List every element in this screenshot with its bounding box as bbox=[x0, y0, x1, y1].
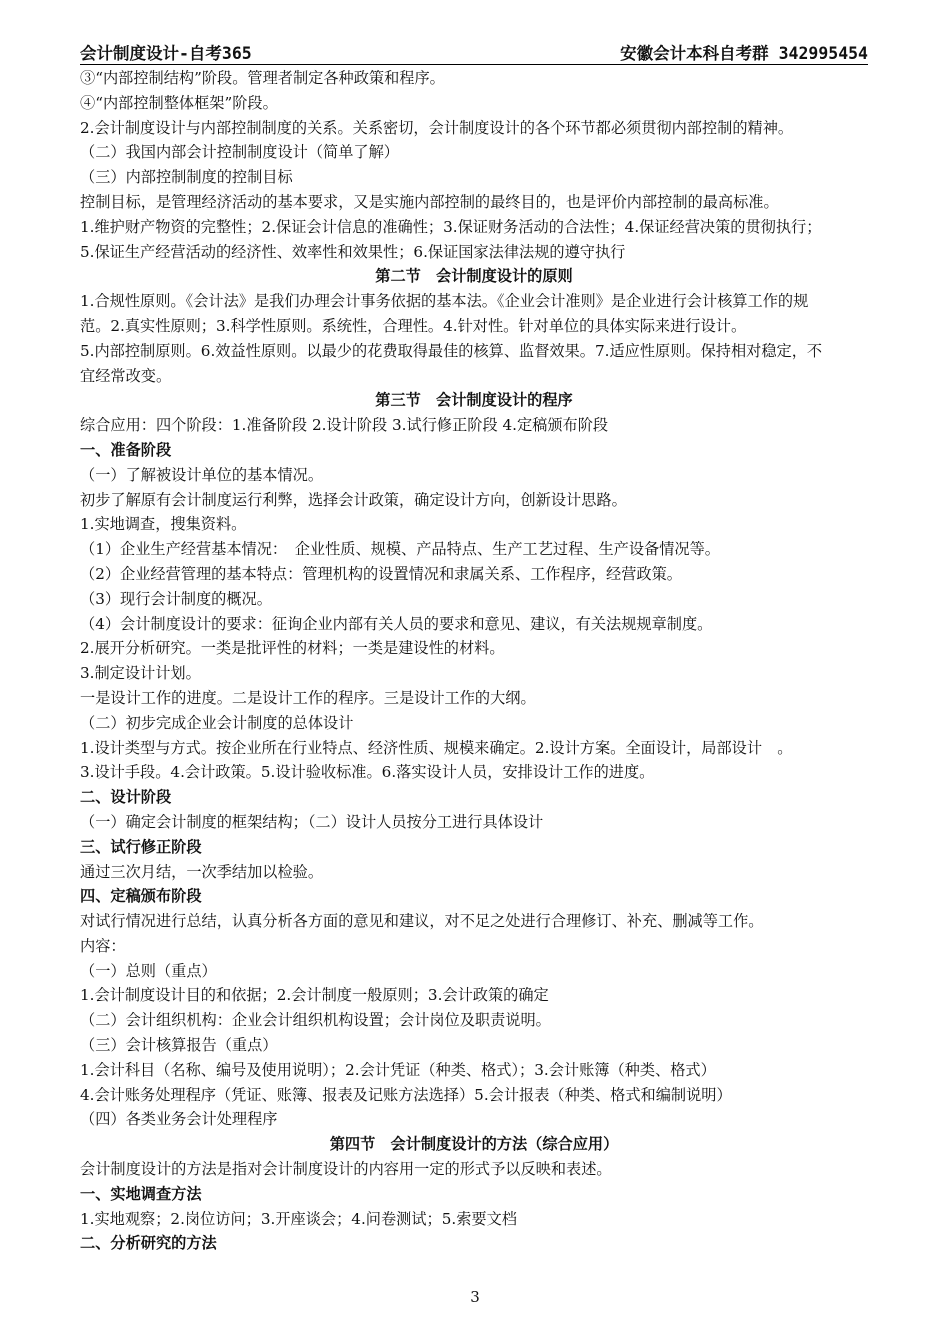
text-line: 一是设计工作的进度。二是设计工作的程序。三是设计工作的大纲。 bbox=[80, 688, 536, 707]
text-line: （一）了解被设计单位的基本情况。 bbox=[80, 465, 323, 484]
subsection-heading: 一、实地调查方法 bbox=[80, 1184, 202, 1203]
text-line: 1.会计科目（名称、编号及使用说明）；2.会计凭证（种类、格式）；3.会计账簿（种类、格式） bbox=[80, 1060, 716, 1079]
subsection-heading: 二、分析研究的方法 bbox=[80, 1234, 217, 1253]
text-line: ④“内部控制整体框架”阶段。 bbox=[80, 93, 278, 112]
subsection-heading: 三、试行修正阶段 bbox=[80, 837, 202, 856]
text-line: （2）企业经营管理的基本特点：管理机构的设置情况和隶属关系、工作程序，经营政策。 bbox=[80, 564, 682, 583]
text-line: 会计制度设计的方法是指对会计制度设计的内容用一定的形式予以反映和表述。 bbox=[80, 1160, 612, 1179]
text-line: ③“内部控制结构”阶段。管理者制定各种政策和程序。 bbox=[80, 69, 445, 87]
subsection-heading: 一、准备阶段 bbox=[80, 440, 172, 459]
text-line: 2.展开分析研究。一类是批评性的材料；一类是建设性的材料。 bbox=[80, 639, 505, 658]
section-title: 第三节 会计制度设计的程序 bbox=[375, 391, 573, 410]
text-line: 3.制定设计计划。 bbox=[80, 664, 201, 683]
section-title: 第四节 会计制度设计的方法（综合应用） bbox=[329, 1135, 619, 1154]
header-title: 会计制度设计-自考365 bbox=[80, 44, 252, 63]
text-line: 1.实地观察；2.岗位访问；3.开座谈会；4.问卷测试；5.索要文档 bbox=[80, 1209, 517, 1228]
text-line: （三）内部控制制度的控制目标 bbox=[80, 168, 293, 187]
text-line: 5.保证生产经营活动的经济性、效率性和效果性；6.保证国家法律法规的遵守执行 bbox=[80, 242, 626, 261]
text-line: 对试行情况进行总结，认真分析各方面的意见和建议，对不足之处进行合理修订、补充、删减等工作。 bbox=[80, 912, 764, 931]
text-line: 2.会计制度设计与内部控制制度的关系。关系密切，会计制度设计的各个环节都必须贯彻内部控制的精神。 bbox=[80, 118, 794, 137]
text-line: 5.内部控制原则。6.效益性原则。以最少的花费取得最佳的核算、监督效果。7.适应性原则。保持相对稳定，不 bbox=[80, 341, 823, 360]
text-line: 综合应用：四个阶段：1.准备阶段 2.设计阶段 3.试行修正阶段 4.定稿颁布阶段 bbox=[80, 416, 609, 435]
text-line: 范。2.真实性原则；3.科学性原则。系统性，合理性。4.针对性。针对单位的具体实际来进行设计。 bbox=[80, 316, 747, 335]
text-line: 初步了解原有会计制度运行利弊，选择会计政策，确定设计方向，创新设计思路。 bbox=[80, 490, 627, 509]
text-line: 4.会计账务处理程序（凭证、账簿、报表及记账方法选择）5.会计报表（种类、格式和编制说明） bbox=[80, 1085, 732, 1104]
text-line: 1.维护财产物资的完整性；2.保证会计信息的准确性；3.保证财务活动的合法性；4.保证经营决策的贯彻执行； bbox=[80, 217, 822, 236]
section-title: 第二节 会计制度设计的原则 bbox=[375, 267, 573, 286]
text-line: （3）现行会计制度的概况。 bbox=[80, 589, 272, 608]
text-line: （三）会计核算报告（重点） bbox=[80, 1036, 278, 1055]
document-body bbox=[80, 66, 880, 1256]
text-line: （二）我国内部会计控制制度设计（简单了解） bbox=[80, 143, 399, 162]
text-line: （二）会计组织机构：企业会计组织机构设置；会计岗位及职责说明。 bbox=[80, 1011, 551, 1030]
text-line: 1.设计类型与方式。按企业所在行业特点、经济性质、规模来确定。2.设计方案。全面设计，局部设计 。 bbox=[80, 738, 793, 757]
text-line: （4）会计制度设计的要求：征询企业内部有关人员的要求和意见、建议，有关法规规章制度。 bbox=[80, 614, 713, 633]
text-line: 1.合规性原则。《会计法》是我们办理会计事务依据的基本法。《企业会计准则》是企业进行会计核算工作的规 bbox=[80, 292, 809, 311]
subsection-heading: 四、定稿颁布阶段 bbox=[80, 887, 202, 906]
text-line: 1.会计制度设计目的和依据；2.会计制度一般原则；3.会计政策的确定 bbox=[80, 986, 549, 1005]
text-line: 3.设计手段。4.会计政策。5.设计验收标准。6.落实设计人员，安排设计工作的进度。 bbox=[80, 763, 655, 782]
text-line: （二）初步完成企业会计制度的总体设计 bbox=[80, 713, 354, 732]
text-line: 宜经常改变。 bbox=[80, 366, 172, 385]
text-line: （一）总则（重点） bbox=[80, 961, 217, 980]
header-group-info: 安徽会计本科自考群 342995454 bbox=[620, 44, 868, 63]
page-header bbox=[80, 38, 868, 62]
text-line: 内容： bbox=[80, 936, 126, 955]
header-divider bbox=[80, 64, 868, 65]
text-line: 通过三次月结，一次季结加以检验。 bbox=[80, 862, 323, 881]
subsection-heading: 二、设计阶段 bbox=[80, 788, 172, 807]
text-line: 1.实地调查，搜集资料。 bbox=[80, 515, 247, 534]
page-number: 3 bbox=[470, 1288, 480, 1306]
text-line: 控制目标，是管理经济活动的基本要求，又是实施内部控制的最终目的，也是评价内部控制的最高标准。 bbox=[80, 192, 779, 211]
text-line: （四）各类业务会计处理程序 bbox=[80, 1110, 278, 1129]
text-line: （1）企业生产经营基本情况： 企业性质、规模、产品特点、生产工艺过程、生产设备情况等。 bbox=[80, 540, 720, 559]
text-line: （一）确定会计制度的框架结构；（二）设计人员按分工进行具体设计 bbox=[80, 812, 544, 831]
